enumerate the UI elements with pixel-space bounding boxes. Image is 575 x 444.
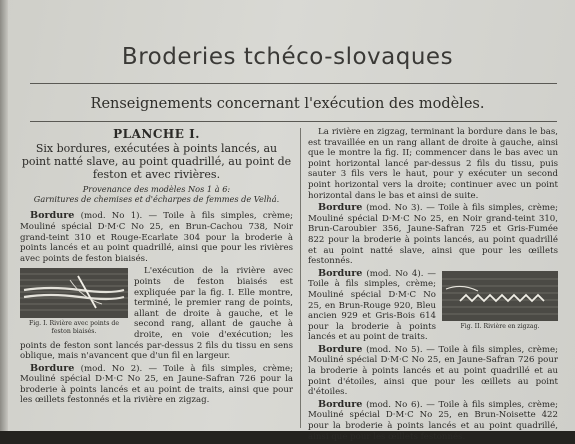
bordure-1-label: Bordure bbox=[30, 210, 75, 222]
column-divider bbox=[300, 128, 301, 428]
figure-2-image bbox=[442, 271, 558, 321]
bordure-1-paragraph bbox=[20, 211, 293, 264]
bordure-6-text: (mod. No 6). — Toile à fils simples, crème; Mouliné spécial D·M·C No 25, en Brun-Noisette 422 pour la broderie à points lancés et au point quadrillé, ainsi que pour les œillets festonnés. bbox=[308, 399, 558, 442]
zigzag-paragraph: La rivière en zigzag, terminant la bordure dans le bas, est travaillée en un rang allant de droite à gauche, ainsi que le montre la fig. II; commencer dans le bas avec un point horizontal lancé par-dessus 2 fils du tissu, puis sauter 3 fils vers le haut, pour y exécuter un second point horizontal vers la droite; continuer avec un point horizontal dans le bas et ainsi de suite. bbox=[308, 127, 558, 201]
bordure-2-label: Bordure bbox=[30, 362, 75, 374]
bordure-1-text: (mod. No 1). — Toile à fils simples, crème; Mouliné spécial D·M·C No 25, en Brun-Cachou 738, Noir grand-teint 310 et Rouge-Ecarlate 304 pour la broderie à points lancés et au point quadrillé, ainsi que pour les rivières avec points de feston biaisés. bbox=[20, 211, 293, 264]
planche-heading: PLANCHE I. bbox=[113, 127, 200, 141]
bordure-4-label: Bordure bbox=[318, 267, 363, 279]
planche-intro: Six bordures, exécutées à points lancés, au point natté slave, au point quadrillé, au point de feston et avec rivières. bbox=[21, 142, 292, 181]
bordure-6-paragraph bbox=[308, 400, 558, 442]
title-rule bbox=[30, 83, 557, 84]
provenance-label: Provenance des modèles Nos 1 à 6: bbox=[82, 184, 231, 195]
bordure-3-text: (mod. No 3). — Toile à fils simples, crème; Mouliné spécial D·M·C No 25, en Noir grand-teint 310, Brun-Caroubier 356, Jaune-Safran 725 et Gris-Fumée 822 pour la broderie à points lancés, au point quadrillé et au point natté slave, ainsi que pour les œillets festonnés. bbox=[308, 203, 558, 267]
bordure-1-continued: L'exécution de la rivière avec points de feston biaisés est expliquée par la fig. I. Elle montre, terminé, le premier rang de points, allant de droite à gauche, et le second rang, allant de gauche à droite, en voie d'exécution; les points de feston sont lancés par-dessus 2 fils du tissu en sens oblique, mais n'avancent que d'un fil en largeur. bbox=[20, 266, 293, 362]
provenance-line bbox=[20, 184, 293, 204]
provenance-detail: Garnitures de chemises et d'écharpes de femmes de Velhá. bbox=[33, 194, 280, 205]
figure-1-caption: Fig. I. Rivière avec points de feston biaisés. bbox=[28, 320, 120, 335]
bordure-4-text: (mod. No 4). — Toile à fils simples, crème; Mouliné spécial D·M·C No 25, en Brun-Rouge 920, Bleu ancien 929 et Gris-Bois 614 pour la broderie à points lancés et au point de traits. bbox=[308, 268, 436, 343]
bordure-5-label: Bordure bbox=[318, 343, 363, 355]
bordure-5-text: (mod. No 5). — Toile à fils simples, crème; Mouliné spécial D·M·C No 25, en Jaune-Safran 726 pour la broderie à points lancés et au point quadrillé et au point d'étoiles, ainsi que pour les œillets au point d'étoiles. bbox=[308, 344, 558, 398]
section-title: Renseignements concernant l'exécution des modèles. bbox=[90, 96, 485, 112]
right-column bbox=[308, 127, 558, 444]
bordure-3-label: Bordure bbox=[318, 202, 363, 214]
bordure-2-paragraph bbox=[20, 364, 293, 406]
figure-2 bbox=[442, 271, 558, 330]
page-title: Broderies tchéco-slovaques bbox=[121, 44, 454, 70]
bordure-2-text: (mod. No 2). — Toile à fils simples, crème; Mouliné spécial D·M·C No 25, en Jaune-Safran 726 pour la broderie à points lancés et au point de traits, ainsi que pour les œillets festonnés et la rivière en zigzag. bbox=[20, 363, 293, 406]
left-column bbox=[20, 127, 293, 408]
figure-1-image bbox=[20, 268, 128, 318]
section-rule bbox=[30, 121, 557, 122]
bordure-3-paragraph bbox=[308, 203, 558, 267]
bordure-5-paragraph bbox=[308, 345, 558, 398]
figure-2-caption: Fig. II. Rivière en zigzag. bbox=[460, 322, 540, 330]
bordure-6-label: Bordure bbox=[318, 398, 363, 410]
figure-1 bbox=[20, 268, 128, 334]
